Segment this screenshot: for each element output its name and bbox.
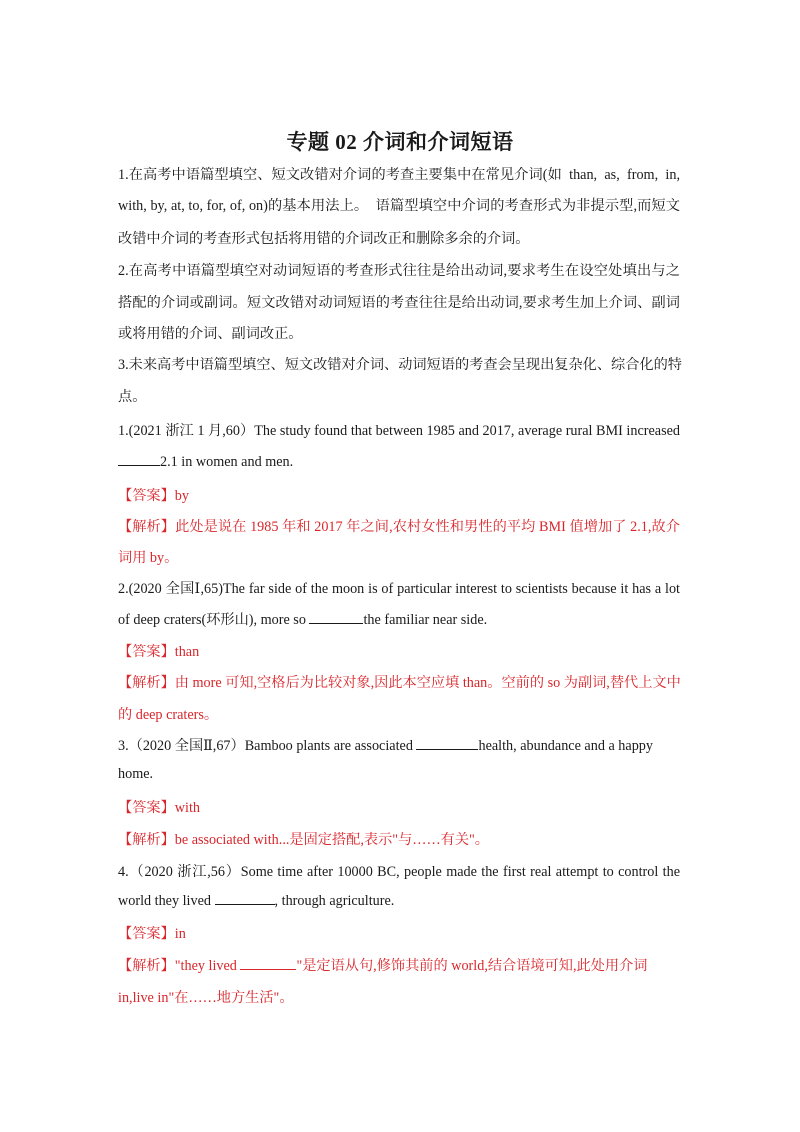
analysis-3-text: be associated with...是固定搭配,表示"与……有关"。 (174, 832, 489, 848)
page-title: 专题 02 介词和介词短语 (286, 130, 514, 154)
analysis-label: 【解析】 (118, 519, 176, 535)
analysis-1-text: 此处是说在 1985 年和 2017 年之间,农村女性和男性的平均 BMI 值增加了 2.1,故介 (175, 519, 680, 535)
answer-blank (416, 737, 478, 750)
intro-p2-line2-text: 搭配的介词或副词。短文改错对动词短语的考查往往是给出动词,要求考生加上介词、副词 (118, 295, 680, 311)
question-2-line2-after: the familiar near side. (363, 612, 488, 628)
analysis-2-line1 (118, 672, 680, 692)
answer-blank (215, 892, 275, 905)
answer-1 (118, 485, 189, 505)
question-1-line1-text: 1.(2021 浙江 1 月,60）The study found that between 1985 and 2017, average rural BMI increased (118, 423, 680, 439)
answer-label: 【答案】 (118, 926, 175, 942)
answer-value: than (174, 644, 200, 660)
question-4-line2-before: world they lived (118, 893, 211, 909)
analysis-1-line2: 词用 by。 (118, 550, 179, 566)
intro-p1-line1-text: 1.在高考中语篇型填空、短文改错对介词的考查主要集中在常见介词(如 than, as, from, in, (118, 167, 680, 183)
analysis-4-before: "they lived (174, 958, 237, 974)
question-3-line2: home. (118, 766, 154, 782)
answer-blank (309, 611, 363, 624)
analysis-label: 【解析】 (118, 958, 175, 974)
question-4-line2 (118, 892, 394, 910)
question-3-line1-after: health, abundance and a happy (478, 738, 653, 754)
intro-p2-line1-text: 2.在高考中语篇型填空对动词短语的考查形式往往是给出动词,要求考生在设空处填出与之 (118, 263, 680, 279)
answer-blank (118, 453, 160, 466)
question-4-line1 (118, 861, 680, 881)
answer-blank (240, 957, 296, 970)
intro-p3-line2: 点。 (118, 389, 147, 405)
question-1-line2-text: 2.1 in women and men. (160, 454, 294, 470)
answer-label: 【答案】 (118, 800, 175, 816)
answer-value: with (174, 800, 200, 816)
answer-value: by (174, 488, 189, 504)
answer-4 (118, 923, 186, 943)
intro-p3-line1-text: 3.未来高考中语篇型填空、短文改错对介词、动词短语的考查会呈现出复杂化、综合化的特 (118, 357, 682, 373)
intro-p1-line1 (118, 164, 680, 184)
intro-p2-line2 (118, 292, 680, 312)
question-2-line2 (118, 609, 487, 629)
answer-3 (118, 797, 200, 817)
question-4-line2-after: , through agriculture. (274, 893, 395, 909)
intro-p1-line2 (118, 195, 680, 215)
analysis-3-line1 (118, 829, 489, 849)
intro-p3-line1 (118, 354, 680, 374)
question-2-line2-before: of deep craters(环形山), more so (118, 612, 306, 628)
question-1-line1 (118, 420, 680, 440)
intro-p1-line3: 改错中介词的考查形式包括将用错的介词改正和删除多余的介词。 (118, 231, 530, 247)
intro-p2-line3: 或将用错的介词、副词改正。 (118, 326, 303, 342)
analysis-1-line1 (118, 516, 680, 536)
analysis-1-line1-text (118, 519, 680, 535)
question-3-line1-before: 3.（2020 全国Ⅱ,67）Bamboo plants are associated (118, 738, 413, 754)
analysis-4-line2: in,live in"在……地方生活"。 (118, 990, 294, 1006)
answer-label: 【答案】 (118, 644, 175, 660)
analysis-label: 【解析】 (118, 832, 175, 848)
intro-p2-line1 (118, 260, 680, 280)
question-2-line1-text: 2.(2020 全国Ⅰ,65)The far side of the moon is of particular interest to scientists because it has a lot (118, 581, 680, 597)
answer-label: 【答案】 (118, 488, 175, 504)
question-3-line1 (118, 735, 680, 755)
question-4-line1-text: 4.（2020 浙江,56）Some time after 10000 BC, people made the first real attempt to control the (118, 864, 680, 880)
analysis-4-line1 (118, 955, 647, 975)
question-1-line2 (118, 453, 293, 471)
analysis-label: 【解析】 (118, 675, 175, 691)
intro-p1-line2-text: with, by, at, to, for, of, on)的基本用法上。 语篇型填空中介词的考查形式为非提示型,而短文 (118, 198, 680, 214)
answer-value: in (174, 926, 186, 942)
question-2-line1 (118, 578, 680, 598)
analysis-2-line1-text (118, 675, 681, 691)
answer-2 (118, 641, 199, 661)
analysis-2-text: 由 more 可知,空格后为比较对象,因此本空应填 than。空前的 so 为副词,替代上文中 (174, 675, 681, 691)
analysis-2-line2: 的 deep craters。 (118, 707, 219, 723)
analysis-4-after: "是定语从句,修饰其前的 world,结合语境可知,此处用介词 (296, 958, 648, 974)
